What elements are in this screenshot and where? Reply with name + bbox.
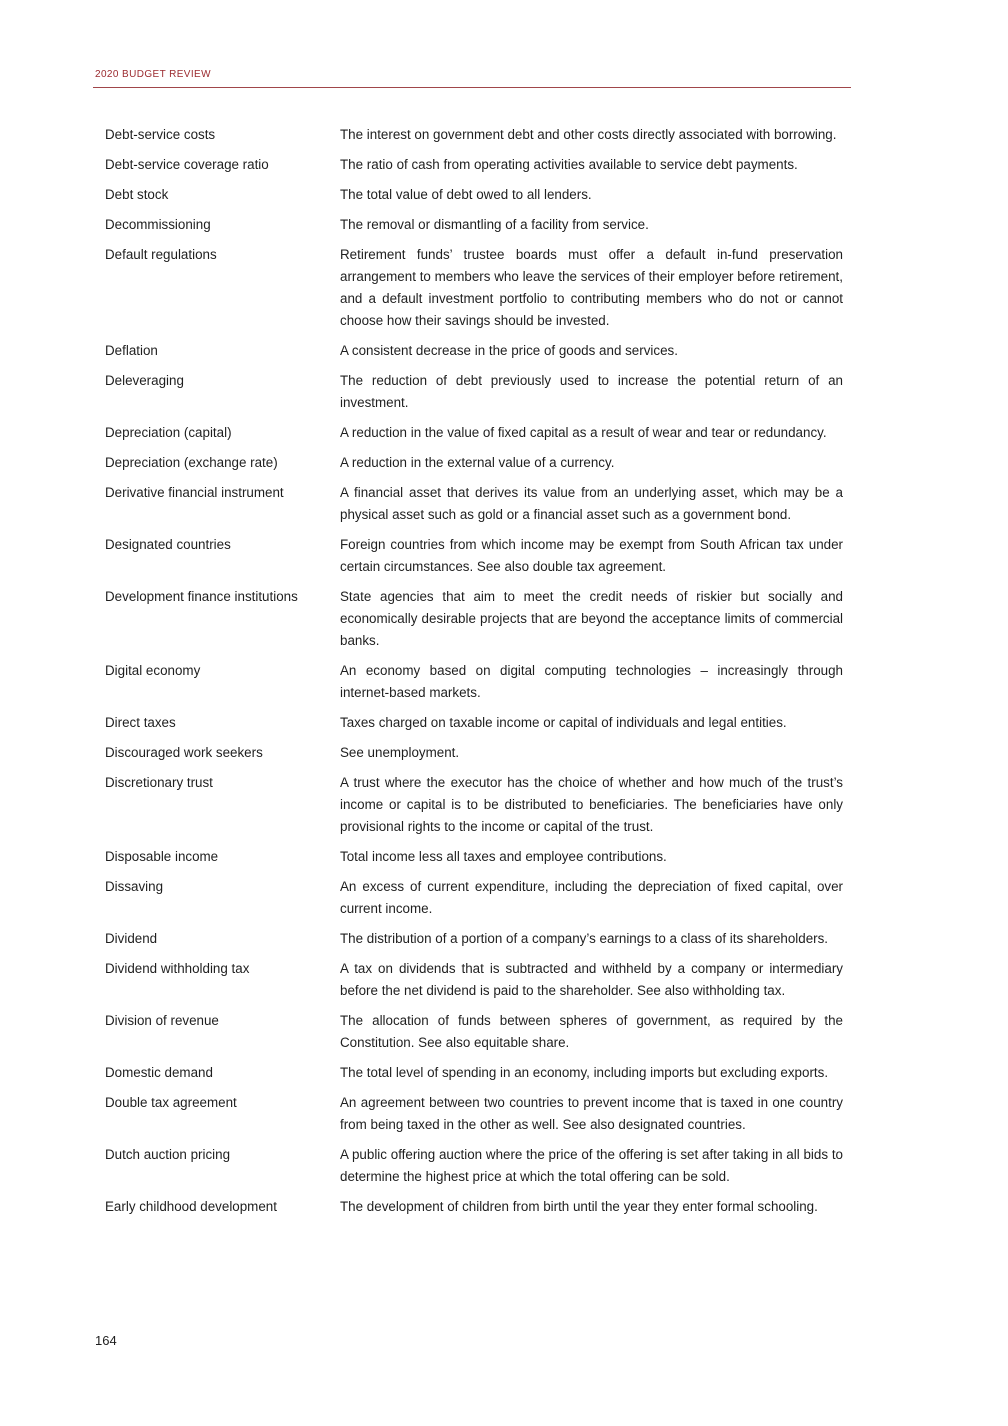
glossary-entry xyxy=(105,1062,843,1084)
glossary-term: Deflation xyxy=(105,343,158,358)
header-divider xyxy=(93,87,851,88)
glossary-term: Dissaving xyxy=(105,879,164,894)
glossary-definition: Foreign countries from which income may be exempt from South African tax under certain circumstances. See also double tax agreement. xyxy=(340,537,843,574)
glossary-definition: A consistent decrease in the price of goods and services. xyxy=(340,343,678,358)
glossary-entry xyxy=(105,184,843,206)
glossary-term: Decommissioning xyxy=(105,217,211,232)
glossary-entry xyxy=(105,340,843,362)
glossary-entry xyxy=(105,660,843,704)
glossary-definition: Total income less all taxes and employee contributions. xyxy=(340,849,667,864)
glossary-entry xyxy=(105,742,843,764)
glossary-definition: A trust where the executor has the choice of whether and how much of the trust’s income or capital is to be distributed to beneficiaries. The beneficiaries have only provisional rights to the income or capital of the trust. xyxy=(340,775,843,834)
glossary-definition: See unemployment. xyxy=(340,745,460,760)
glossary-entry xyxy=(105,876,843,920)
glossary-term: Direct taxes xyxy=(105,715,176,730)
glossary-entry xyxy=(105,712,843,734)
glossary-entry xyxy=(105,482,843,526)
glossary-definition: State agencies that aim to meet the credit needs of riskier but socially and economically desirable projects that are beyond the acceptance limits of commercial banks. xyxy=(340,589,843,648)
glossary-term: Default regulations xyxy=(105,247,217,262)
glossary-term: Double tax agreement xyxy=(105,1095,237,1110)
glossary-definition: A financial asset that derives its value from an underlying asset, which may be a physical asset such as gold or a financial asset such as a government bond. xyxy=(340,485,843,522)
glossary-definition: An excess of current expenditure, including the depreciation of fixed capital, over current income. xyxy=(340,879,843,916)
glossary-entry xyxy=(105,586,843,652)
running-header: 2020 BUDGET REVIEW xyxy=(95,69,211,80)
glossary-term: Debt-service costs xyxy=(105,127,216,142)
glossary-entry xyxy=(105,244,843,332)
glossary-term: Division of revenue xyxy=(105,1013,219,1028)
glossary-entry xyxy=(105,958,843,1002)
glossary-definition: The interest on government debt and other costs directly associated with borrowing. xyxy=(340,127,837,142)
glossary-definition: A reduction in the external value of a currency. xyxy=(340,455,615,470)
glossary-definition: Taxes charged on taxable income or capital of individuals and legal entities. xyxy=(340,715,787,730)
glossary-term: Dividend xyxy=(105,931,158,946)
glossary-entry xyxy=(105,422,843,444)
glossary-term: Dividend withholding tax xyxy=(105,961,250,976)
glossary-entry xyxy=(105,1196,843,1218)
glossary-term: Discouraged work seekers xyxy=(105,745,263,760)
glossary-definition: The allocation of funds between spheres of government, as required by the Constitution. See also equitable share. xyxy=(340,1013,843,1050)
glossary-term: Designated countries xyxy=(105,537,231,552)
glossary-term: Early childhood development xyxy=(105,1199,277,1214)
glossary-term: Depreciation (exchange rate) xyxy=(105,455,278,470)
glossary-entry xyxy=(105,772,843,838)
glossary-definition: The distribution of a portion of a company’s earnings to a class of its shareholders. xyxy=(340,931,829,946)
glossary-term: Depreciation (capital) xyxy=(105,425,232,440)
glossary-entry xyxy=(105,1092,843,1136)
glossary-term: Debt stock xyxy=(105,187,169,202)
glossary-list xyxy=(105,124,843,1226)
glossary-term: Derivative financial instrument xyxy=(105,485,284,500)
glossary-entry xyxy=(105,928,843,950)
glossary-definition: A public offering auction where the price of the offering is set after taking in all bids to determine the highest price at which the total offering can be sold. xyxy=(340,1147,843,1184)
glossary-term: Disposable income xyxy=(105,849,219,864)
glossary-definition: A tax on dividends that is subtracted and withheld by a company or intermediary before the net dividend is paid to the shareholder. See also withholding tax. xyxy=(340,961,843,998)
glossary-term: Debt-service coverage ratio xyxy=(105,157,269,172)
glossary-definition: An agreement between two countries to prevent income that is taxed in one country from being taxed in the other as well. See also designated countries. xyxy=(340,1095,843,1132)
glossary-entry xyxy=(105,370,843,414)
glossary-definition: The development of children from birth until the year they enter formal schooling. xyxy=(340,1199,818,1214)
glossary-term: Discretionary trust xyxy=(105,775,213,790)
glossary-definition: An economy based on digital computing technologies – increasingly through internet-based markets. xyxy=(340,663,843,700)
glossary-entry xyxy=(105,534,843,578)
glossary-entry xyxy=(105,1144,843,1188)
glossary-term: Development finance institutions xyxy=(105,589,298,604)
glossary-definition: The total level of spending in an economy, including imports but excluding exports. xyxy=(340,1065,829,1080)
glossary-entry xyxy=(105,214,843,236)
glossary-definition: A reduction in the value of fixed capital as a result of wear and tear or redundancy. xyxy=(340,425,827,440)
glossary-definition: The removal or dismantling of a facility from service. xyxy=(340,217,649,232)
glossary-entry xyxy=(105,154,843,176)
glossary-entry xyxy=(105,452,843,474)
glossary-definition: The total value of debt owed to all lenders. xyxy=(340,187,592,202)
glossary-term: Deleveraging xyxy=(105,373,184,388)
glossary-term: Digital economy xyxy=(105,663,201,678)
glossary-term: Dutch auction pricing xyxy=(105,1147,231,1162)
page-number: 164 xyxy=(95,1333,117,1348)
glossary-entry xyxy=(105,1010,843,1054)
glossary-term: Domestic demand xyxy=(105,1065,213,1080)
glossary-definition: The ratio of cash from operating activities available to service debt payments. xyxy=(340,157,798,172)
glossary-definition: The reduction of debt previously used to increase the potential return of an investment. xyxy=(340,373,843,410)
glossary-definition: Retirement funds’ trustee boards must offer a default in-fund preservation arrangement to members who leave the services of their employer before retirement, and a default investment portfolio to contributing members who do not or cannot choose how their savings should be invested. xyxy=(340,247,843,328)
glossary-entry xyxy=(105,846,843,868)
glossary-entry xyxy=(105,124,843,146)
